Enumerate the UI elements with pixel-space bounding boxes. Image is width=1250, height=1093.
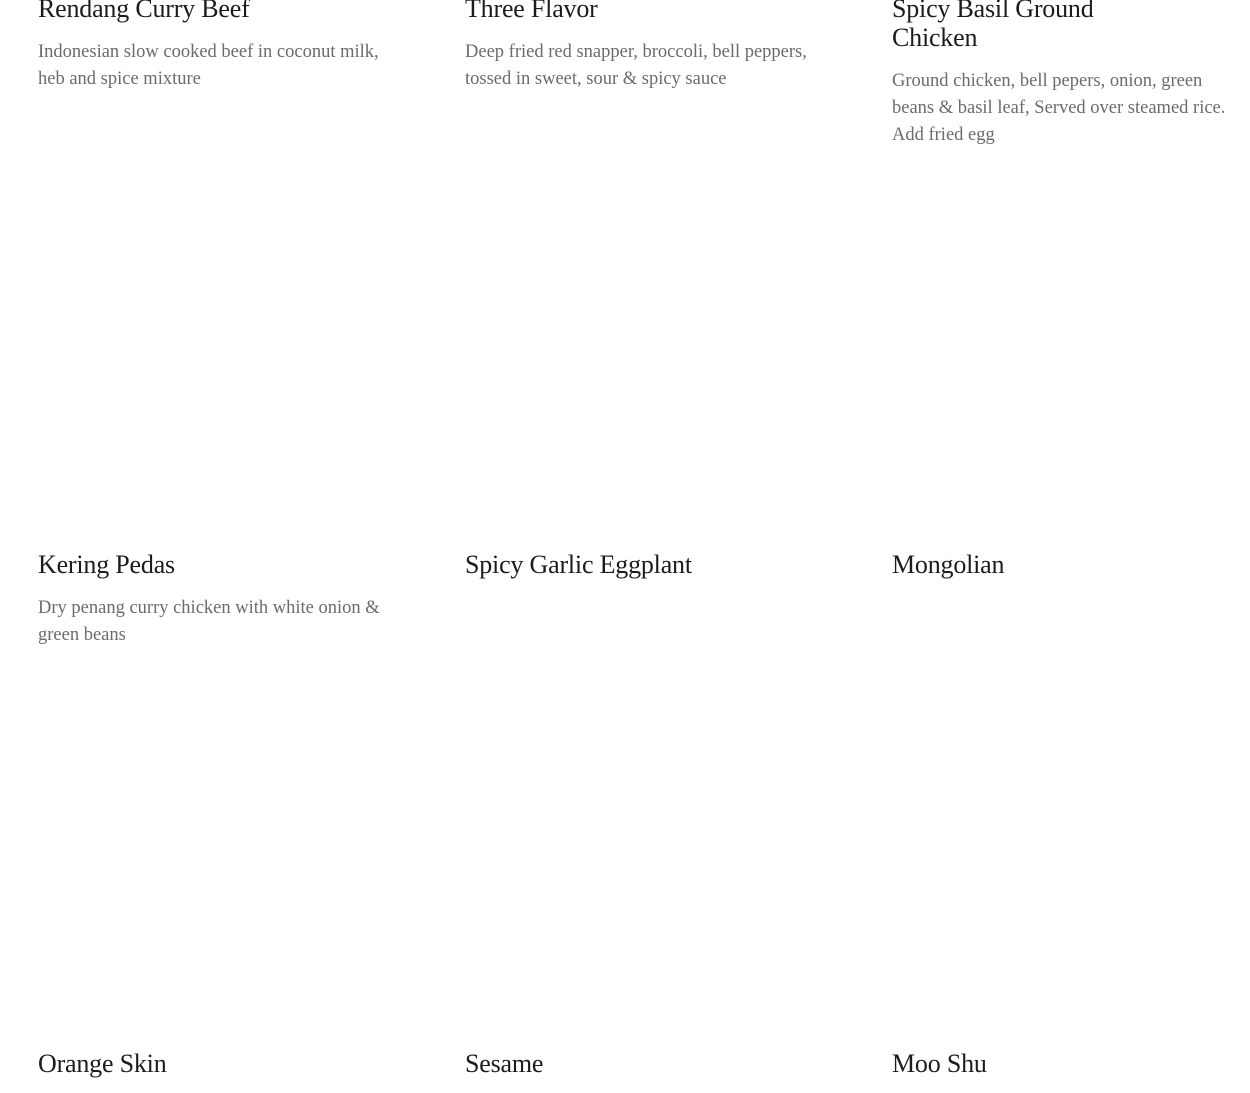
menu-item-name: Spicy Garlic Eggplant xyxy=(465,550,692,579)
menu-item-name: Spicy Basil Ground Chicken xyxy=(892,0,1094,52)
menu-item-moo-shu[interactable] xyxy=(892,1049,1232,1078)
menu-item-name: Mongolian xyxy=(892,550,1005,579)
menu-item-description: Indonesian slow cooked beef in coconut milk, heb and spice mixture xyxy=(38,42,379,89)
menu-item-name: Rendang Curry Beef xyxy=(38,0,250,23)
menu-item-three-flavor[interactable] xyxy=(465,0,825,93)
menu-item-description: Dry penang curry chicken with white onion & green beans xyxy=(38,598,380,645)
menu-item-rendang-curry-beef[interactable] xyxy=(38,0,398,93)
menu-item-orange-skin[interactable] xyxy=(38,1049,398,1078)
menu-item-description: Deep fried red snapper, broccoli, bell peppers, tossed in sweet, sour & spicy sauce xyxy=(465,42,807,89)
menu-item-spicy-basil-ground-chicken[interactable] xyxy=(892,0,1232,149)
menu-item-name: Moo Shu xyxy=(892,1049,987,1078)
menu-item-mongolian[interactable] xyxy=(892,550,1232,579)
menu-item-sesame[interactable] xyxy=(465,1049,825,1078)
menu-item-name: Kering Pedas xyxy=(38,550,175,579)
menu-item-kering-pedas[interactable] xyxy=(38,550,398,649)
menu-item-description: Ground chicken, bell pepers, onion, green beans & basil leaf, Served over steamed rice. Add fried egg xyxy=(892,71,1226,145)
menu-item-spicy-garlic-eggplant[interactable] xyxy=(465,550,825,579)
menu-item-name: Sesame xyxy=(465,1049,544,1078)
menu-item-name: Orange Skin xyxy=(38,1049,167,1078)
menu-item-name: Three Flavor xyxy=(465,0,598,23)
